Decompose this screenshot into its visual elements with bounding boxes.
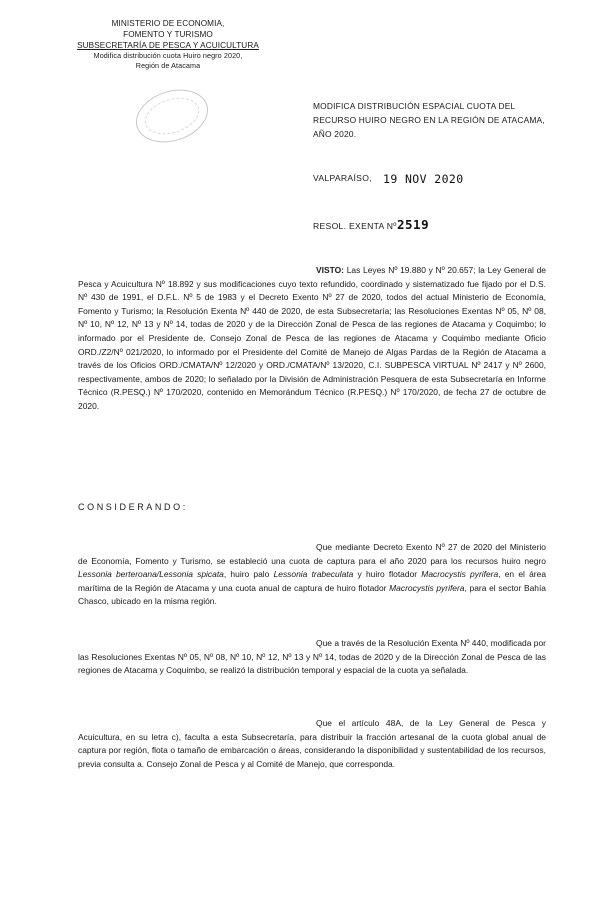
resolution-title [313,100,553,141]
considerando-heading: CONSIDERANDO: [78,502,188,512]
date-stamp: 19 NOV 2020 [383,172,464,186]
c1-text-e: , para el sector Bahía Chasco, ubicado en la misma región. [78,582,546,607]
considerando-paragraph-3: Que el artículo 48A, de la Ley General de Pesca y Acuicultura, en su letra c), faculta a esta Subsecretaría, para distribuir la fracción artesanal de la cuota global anual de captura por región, flota o tamaño de embarcación o áreas, considerando la disponibilidad y sustentabilidad de los recursos, previa consulta a. Consejo Zonal de Pesca y al Comité de Manejo, que corresponda. [78,718,546,769]
reference-line-2: Región de Atacama [135,61,201,70]
c1-text-b: , huiro palo [223,569,274,580]
c1-species-1: Lessonia berteroana/Lessonia spicata [78,569,224,580]
c1-species-4: Macrocystis pyrifera [389,582,465,593]
reference-line-1: Modifica distribución cuota Huiro negro 2020, [93,51,243,60]
c1-text-a: Que mediante Decreto Exento Nº 27 de 2020 del Ministerio de Economía, Fomento y Turismo, se estableció una cuota de captura para el año 2020 para los recursos huiro negro [78,542,546,566]
considerando-paragraph-2: Que a través de la Resolución Exenta Nº 440, modificada por las Resoluciones Exentas Nº 05, Nº 08, Nº 10, Nº 12, Nº 13 y Nº 14, todas de 2020 y de la Dirección Zonal de Pesca de las regiones de Atacama y Coquimbo, se realizó la distribución temporal y espacial de la cuota ya señalada. [78,638,546,676]
ministry-line-1: MINISTERIO DE ECONOMIA, [111,19,225,28]
c1-text-d: , en el área marítima de la Región de Atacama y una cuota anual de captura de huiro flotador [78,569,547,593]
official-stamp [129,81,215,151]
visto-text: Las Leyes Nº 19.880 y Nº 20.657; la Ley General de Pesca y Acuicultura Nº 18.892 y sus modificaciones cuyo texto refundido, coordinado y sistematizado fue fijado por el D.S. Nº 430 de 1991, el D.F.L. Nº 5 de 1983 y el Decreto Exento Nº 27 de 2020, todos del actual Ministerio de Economía, Fomento y Turismo; la Resolución Exenta Nº 440 de 2020, de esta Subsecretaría; las Resoluciones Exentas Nº 05, Nº 08, Nº 10, Nº 12, Nº 13 y Nº 14, todas de 2020 y de la Dirección Zonal de Pesca de las regiones de Atacama y Coquimbo; lo informado por el Presidente de. Consejo Zonal de Pesca de las regiones de Atacama y Coquimbo mediante Oficio ORD./Z2/Nº 021/2020, lo informado por el Presidente del Comité de Manejo de Algas Pardas de la Región de Atacama a través de los Oficios ORD./CMATA/Nº 12/2020 y ORD./CMATA/Nº 13/2020, C.I. SUBPESCA VIRTUAL Nº 2417 y Nº 2600, respectivamente, ambos de 2020; lo señalado por la División de Administración Pesquera de esta Subsecretaría en Informe Técnico (R.PESQ.) Nº 170/2020, contenido en Memorándum Técnico (R.PESQ.) Nº 170/2020, de fecha 27 de octubre de 2020. [78,265,546,411]
place-label: VALPARAÍSO, [313,173,372,183]
resolution-number: 2519 [397,217,430,232]
considerando-paragraph-1 [78,541,546,609]
visto-lead: VISTO: [316,265,344,275]
resolution-label: RESOL. EXENTA Nº [313,221,397,231]
issuer-header [58,18,278,71]
title-line-2: RECURSO HUIRO NEGRO EN LA REGIÓN DE ATACAMA, [313,114,545,125]
c1-species-3: Macrocystis pyrifera [421,569,499,580]
subsecretaria-line: SUBSECRETARÍA DE PESCA Y ACUICULTURA [77,41,259,50]
c1-text-c: y huiro flotador [353,569,422,580]
ministry-line-2: FOMENTO Y TURISMO [123,30,213,39]
title-line-3: AÑO 2020. [313,128,357,139]
c1-species-2: Lessonia trabeculata [273,569,354,580]
title-line-1: MODIFICA DISTRIBUCIÓN ESPACIAL CUOTA DEL [313,101,516,111]
visto-paragraph [78,264,546,414]
